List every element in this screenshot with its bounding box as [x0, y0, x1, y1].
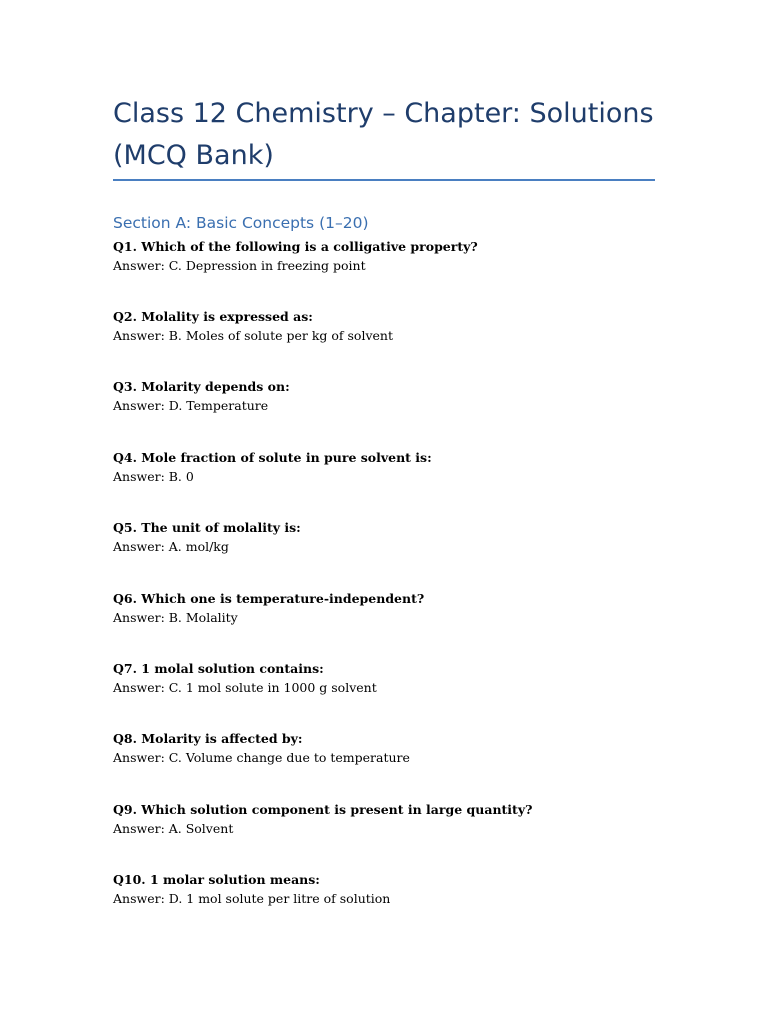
answer-text: Answer: C. Depression in freezing point: [113, 258, 366, 273]
question-block: [113, 377, 655, 415]
question-block: [113, 589, 655, 627]
title-underline: [113, 179, 655, 181]
question-block: [113, 237, 655, 275]
answer-text: Answer: B. 0: [113, 469, 194, 484]
question-block: [113, 307, 655, 345]
question-block: [113, 870, 655, 908]
answer-text: Answer: D. Temperature: [113, 398, 269, 413]
question-block: [113, 729, 655, 767]
answer-text: Answer: B. Moles of solute per kg of solvent: [113, 328, 393, 343]
question-text: Q10. 1 molar solution means:: [113, 872, 320, 887]
answer-text: Answer: A. mol/kg: [113, 539, 229, 554]
question-text: Q9. Which solution component is present in large quantity?: [113, 802, 533, 817]
answer-text: Answer: C. 1 mol solute in 1000 g solvent: [113, 680, 377, 695]
question-block: [113, 518, 655, 556]
answer-text: Answer: C. Volume change due to temperature: [113, 750, 410, 765]
question-text: Q5. The unit of molality is:: [113, 520, 301, 535]
answer-text: Answer: D. 1 mol solute per litre of solution: [113, 891, 391, 906]
answer-text: Answer: B. Molality: [113, 610, 238, 625]
question-block: [113, 659, 655, 697]
question-text: Q4. Mole fraction of solute in pure solvent is:: [113, 450, 432, 465]
question-block: [113, 800, 655, 838]
answer-text: Answer: A. Solvent: [113, 821, 234, 836]
question-text: Q8. Molarity is affected by:: [113, 731, 303, 746]
question-text: Q3. Molarity depends on:: [113, 379, 290, 394]
question-text: Q1. Which of the following is a colligative property?: [113, 239, 478, 254]
question-text: Q2. Molality is expressed as:: [113, 309, 313, 324]
question-text: Q7. 1 molal solution contains:: [113, 661, 324, 676]
question-text: Q6. Which one is temperature-independent?: [113, 591, 425, 606]
section-heading: Section A: Basic Concepts (1–20): [113, 214, 369, 232]
question-block: [113, 448, 655, 486]
document-title: Class 12 Chemistry – Chapter: Solutions (MCQ Bank): [113, 98, 654, 171]
